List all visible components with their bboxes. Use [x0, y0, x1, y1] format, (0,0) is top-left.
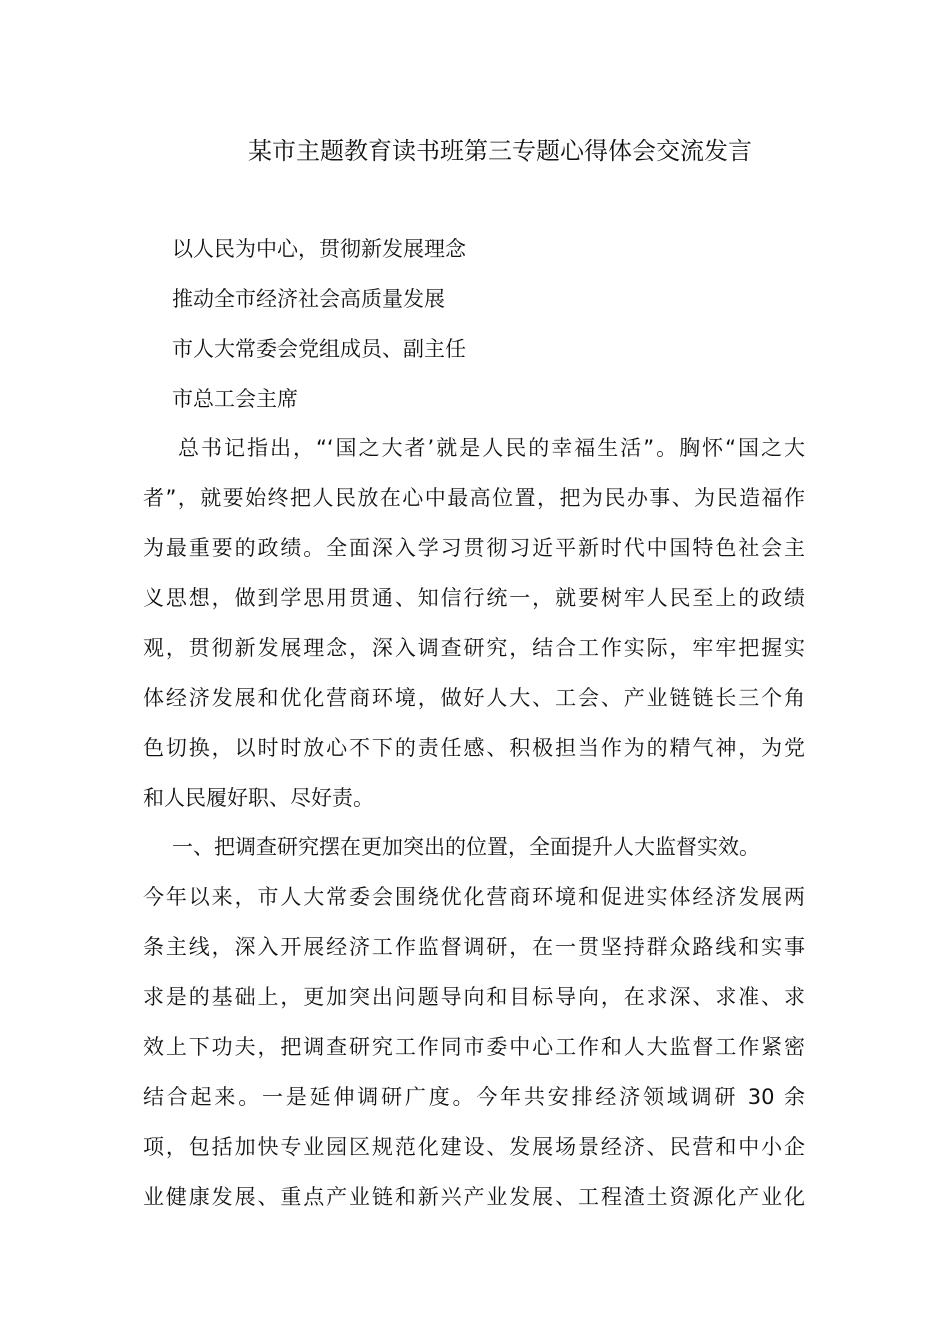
body-line: 业健康发展、重点产业链和新兴产业发展、工程渣土资源化产业化 — [143, 1185, 805, 1209]
body-line: 今年以来，市人大常委会围绕优化营商环境和促进实体经济发展两 — [143, 885, 805, 909]
body-line: 者”，就要始终把人民放在心中最高位置，把为民办事、为民造福作 — [143, 486, 805, 510]
document-title: 某市主题教育读书班第三专题心得体会交流发言 — [248, 137, 752, 165]
body-line: 为最重要的政绩。全面深入学习贯彻习近平新时代中国特色社会主 — [143, 536, 805, 560]
body-line: 结合起来。一是延伸调研广度。今年共安排经济领域调研 30 余 — [143, 1085, 805, 1109]
body-line: 和人民履好职、尽好责。 — [143, 786, 374, 810]
body-line: 总书记指出，“‘国之大者’就是人民的幸福生活”。胸怀“国之大 — [178, 436, 805, 460]
body-line: 求是的基础上，更加突出问题导向和目标导向，在求深、求准、求 — [143, 985, 805, 1009]
body-line: 项，包括加快专业园区规范化建设、发展场景经济、民营和中小企 — [143, 1135, 805, 1159]
body-line: 效上下功夫，把调查研究工作同市委中心工作和人大监督工作紧密 — [143, 1035, 805, 1059]
subheading-development: 推动全市经济社会高质量发展 — [172, 287, 445, 311]
body-line: 条主线，深入开展经济工作监督调研，在一贯坚持群众路线和实事 — [143, 935, 805, 959]
body-line: 观，贯彻新发展理念，深入调查研究，结合工作实际，牢牢把握实 — [143, 636, 805, 660]
body-line: 色切换，以时时放心不下的责任感、积极担当作为的精气神，为党 — [143, 736, 805, 760]
body-line: 义思想，做到学思用贯通、知信行统一，就要树牢人民至上的政绩 — [143, 586, 805, 610]
subheading-role: 市总工会主席 — [172, 387, 298, 411]
subheading-theme: 以人民为中心，贯彻新发展理念 — [172, 237, 466, 261]
section-heading-one: 一、把调查研究摆在更加突出的位置，全面提升人大监督实效。 — [172, 835, 760, 859]
body-line: 体经济发展和优化营商环境，做好人大、工会、产业链链长三个角 — [143, 686, 805, 710]
subheading-position: 市人大常委会党组成员、副主任 — [172, 337, 466, 361]
